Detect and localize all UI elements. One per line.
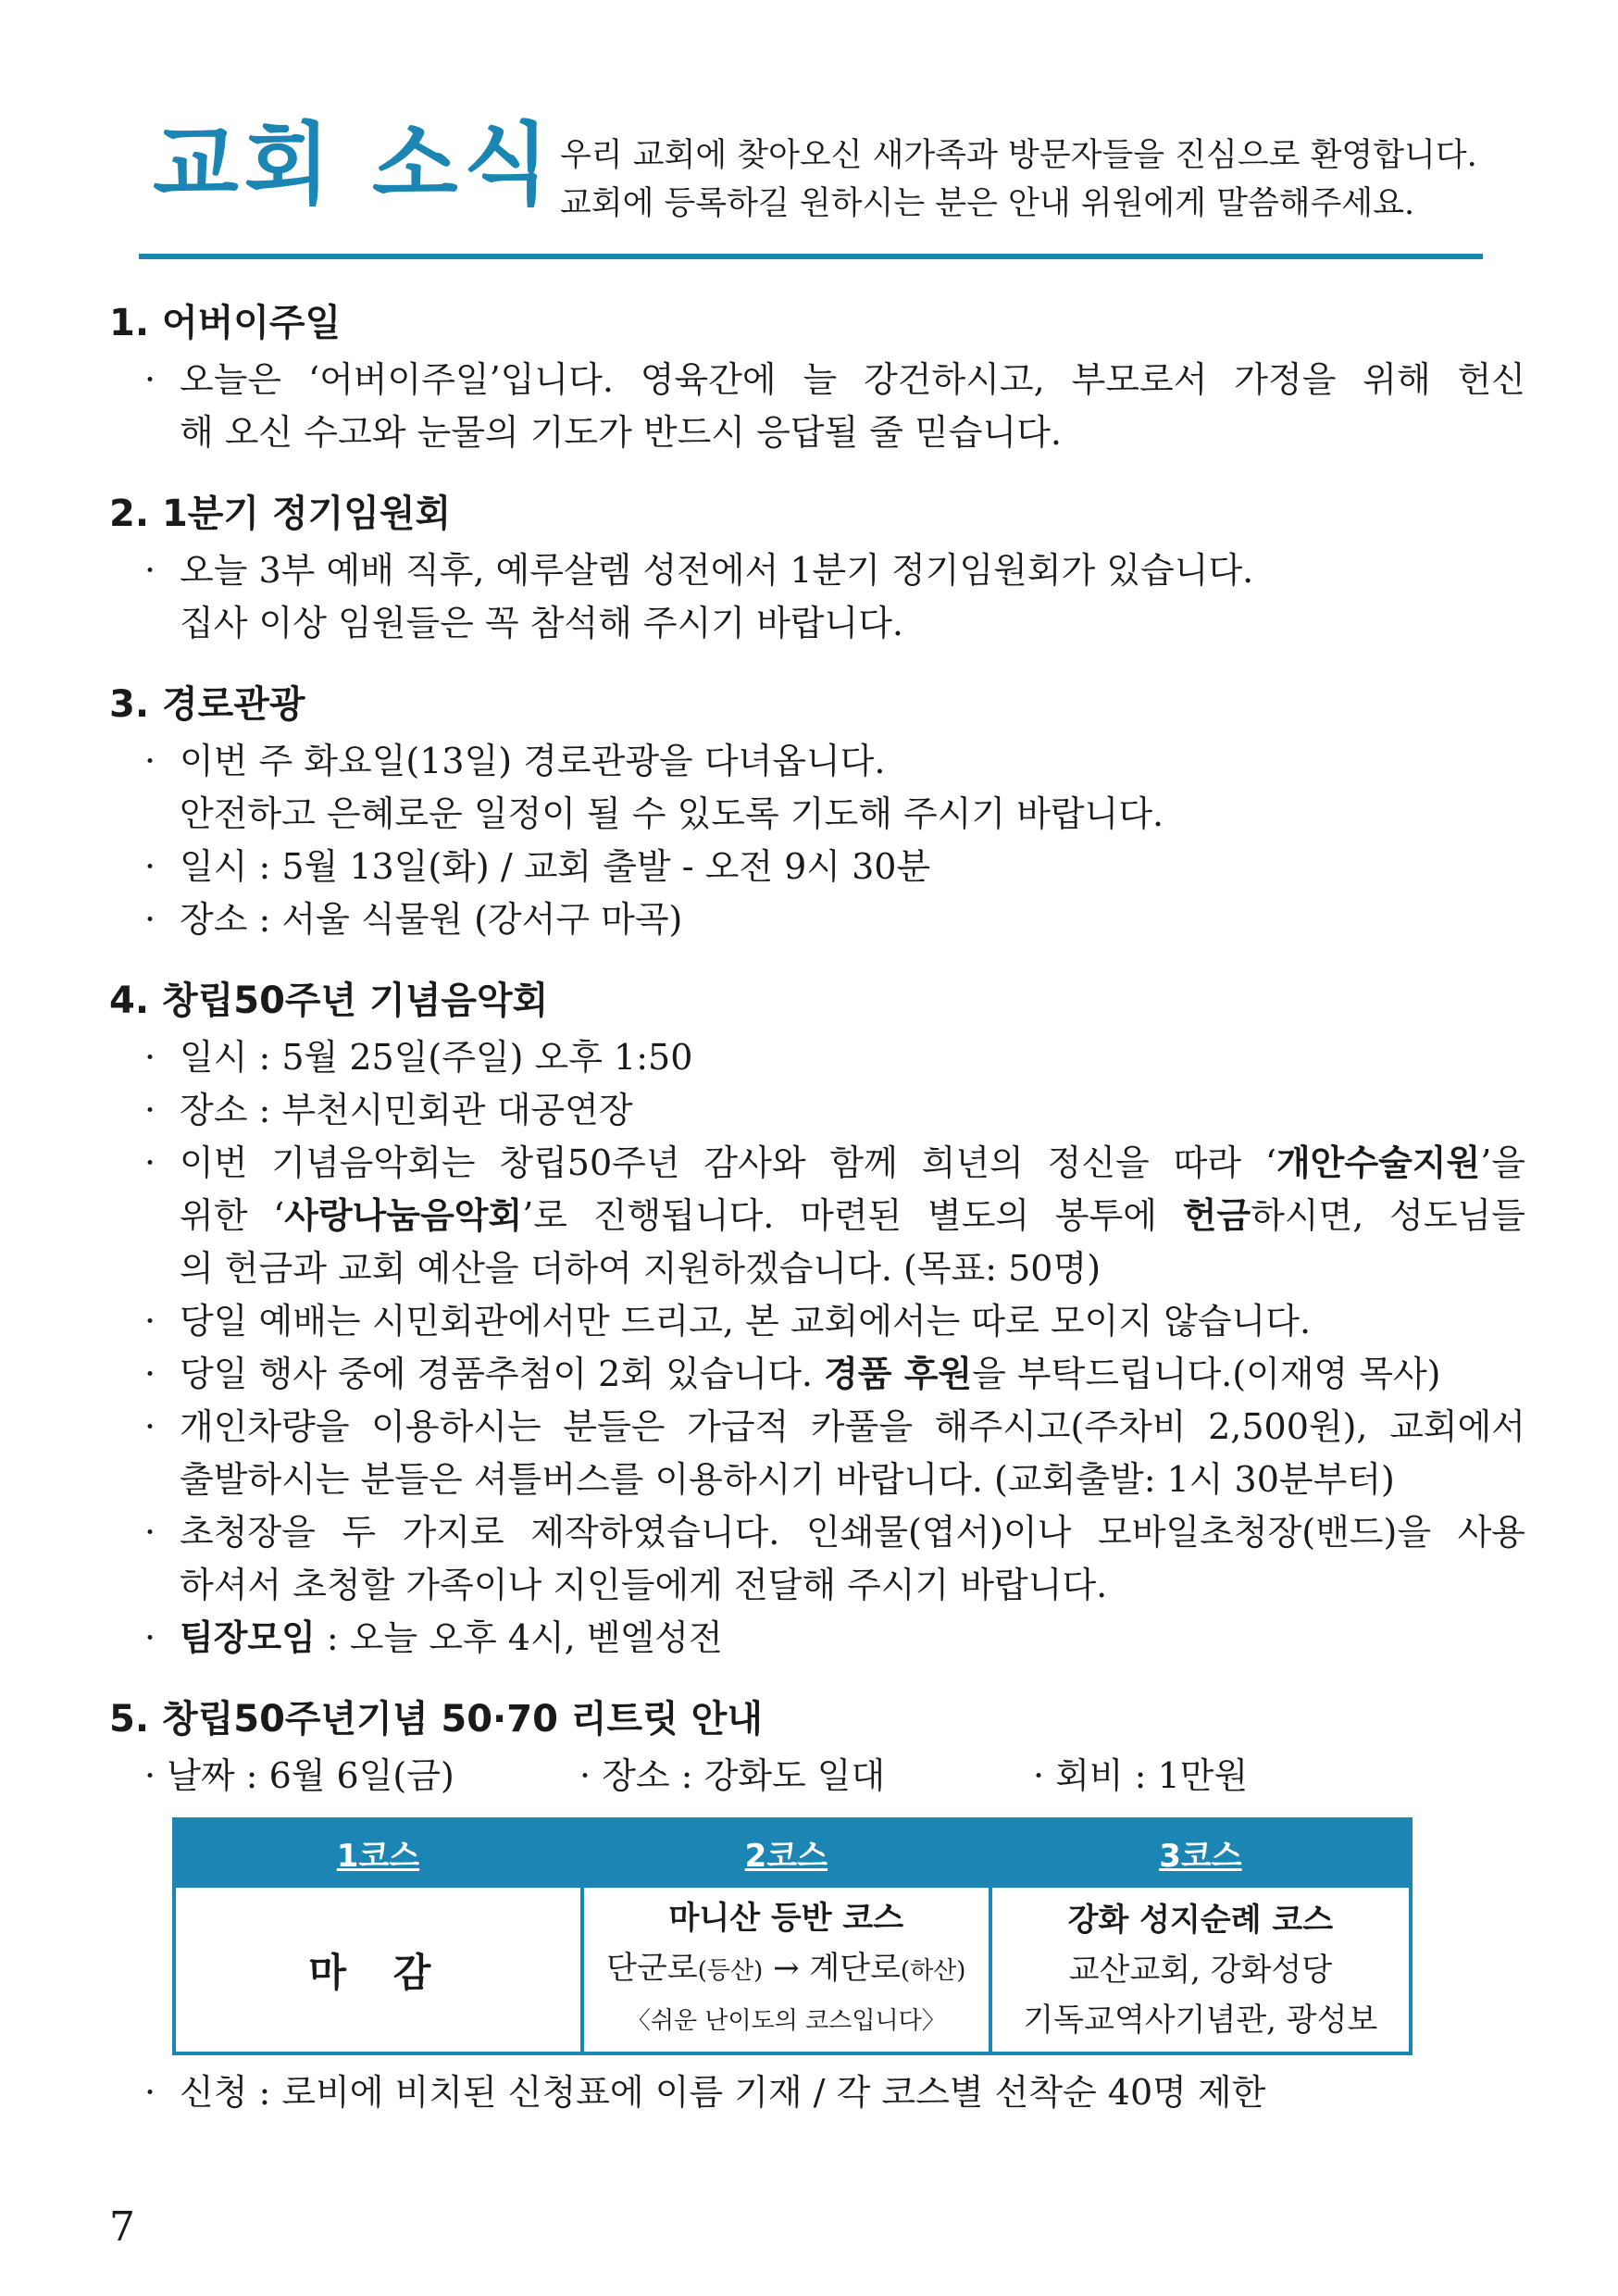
highlight-text: 팀장모임 [180, 1617, 316, 1658]
highlight-text: 개안수술지원 [1276, 1142, 1481, 1183]
section-board-meeting [109, 483, 1525, 650]
item-line: 초청장을 두 가지로 제작하였습니다. 인쇄물(엽서)이나 모바일초청장(밴드)을 사용 [180, 1512, 1525, 1553]
column-header: 2코스 [582, 1819, 990, 1886]
closed-label: 마 감 [308, 1949, 448, 1995]
bullet: · [144, 1037, 156, 1078]
item-line: 일시 : 5월 13일(화) / 교회 출발 - 오전 9시 30분 [180, 846, 931, 887]
bullet: · [144, 550, 156, 591]
list-item [109, 1506, 1525, 1612]
list-item [109, 544, 1525, 650]
section-senior-tour [109, 674, 1525, 946]
bullet: · [144, 741, 156, 781]
section-title: 2. 1분기 정기임원회 [109, 493, 452, 535]
section-title: 5. 창립50주년기념 50·70 리트릿 안내 [109, 1698, 763, 1741]
course-note: 〈쉬운 난이도의 코스입니다〉 [626, 2007, 946, 2035]
item-line: 신청 : 로비에 비치된 신청표에 이름 기재 / 각 코스별 선착순 40명 제한 [180, 2072, 1266, 2113]
list-item [109, 2066, 1525, 2119]
bullet: · [144, 1142, 156, 1183]
item-line: 팀장모임 : 오늘 오후 4시, 벧엘성전 [180, 1617, 723, 1658]
arrow-icon: → [773, 1950, 800, 1987]
header-divider [139, 254, 1483, 259]
list-item [109, 1084, 1525, 1137]
item-line: 안전하고 은혜로운 일정이 될 수 있도록 기도해 주시기 바랍니다. [180, 793, 1164, 834]
section-title: 3. 경로관광 [109, 683, 305, 726]
list-item [109, 1137, 1525, 1295]
news-content [109, 293, 1525, 2143]
item-line: 하셔서 초청할 가족이나 지인들에게 전달해 주시기 바랍니다. [180, 1565, 1108, 1605]
section-parents-day [109, 293, 1525, 459]
table-header-row [174, 1819, 1411, 1886]
table-row [174, 1886, 1411, 2053]
item-line: 해 오신 수고와 눈물의 기도가 반드시 응답될 줄 믿습니다. [180, 412, 1062, 453]
bullet: · [144, 1406, 156, 1447]
course1-cell [174, 1886, 582, 2053]
course-title: 강화 성지순례 코스 [1067, 1901, 1334, 1939]
item-line: 위한 ‘사랑나눔음악회’로 진행됩니다. 마련된 별도의 봉투에 헌금하시면, 성도님들 [180, 1195, 1525, 1236]
bullet: · [144, 2072, 156, 2113]
item-line: 개인차량을 이용하시는 분들은 가급적 카풀을 해주시고(주차비 2,500원), 교회에서 [180, 1406, 1525, 1447]
item-line: 장소 : 부천시민회관 대공연장 [180, 1090, 633, 1130]
item-line: 당일 행사 중에 경품추첨이 2회 있습니다. 경품 후원을 부탁드립니다.(이재영 목사) [180, 1354, 1441, 1394]
list-item [109, 841, 1525, 893]
bullet: · [144, 1354, 156, 1394]
item-line: 오늘 3부 예배 직후, 예루살렘 성전에서 1분기 정기임원회가 있습니다. [180, 550, 1254, 591]
retreat-fee: · 회비 : 1만원 [1033, 1755, 1249, 1796]
page-number: 7 [109, 2203, 135, 2251]
highlight-text: 경품 후원 [824, 1354, 973, 1394]
course-route: 단군로(등산) → 계단로(하산) [606, 1950, 966, 1987]
item-line: 출발하시는 분들은 셔틀버스를 이용하시기 바랍니다. (교회출발: 1시 30분부터) [180, 1459, 1395, 1500]
list-item [109, 1401, 1525, 1506]
course-table [172, 1817, 1413, 2055]
item-line: 집사 이상 임원들은 꼭 참석해 주시기 바랍니다. [180, 603, 904, 643]
bullet: · [144, 846, 156, 887]
list-item [109, 1031, 1525, 1084]
bullet: · [144, 1617, 156, 1658]
course-title: 마니산 등반 코스 [668, 1900, 904, 1937]
list-item [109, 735, 1525, 841]
retreat-date: · 날짜 : 6월 6일(금) [144, 1755, 454, 1796]
intro-line-2: 교회에 등록하길 원하시는 분은 안내 위원에게 말씀해주세요. [560, 185, 1415, 222]
item-line: 오늘은 ‘어버이주일’입니다. 영육간에 늘 강건하시고, 부모로서 가정을 위해 헌신 [180, 359, 1525, 400]
course-line: 기독교역사기념관, 광성보 [1023, 2001, 1378, 2039]
highlight-text: 헌금 [1182, 1195, 1251, 1236]
course2-cell [582, 1886, 990, 2053]
item-line: 장소 : 서울 식물원 (강서구 마곡) [180, 899, 683, 940]
bullet: · [144, 359, 156, 400]
bullet: · [144, 1512, 156, 1553]
item-line: 일시 : 5월 25일(주일) 오후 1:50 [180, 1037, 693, 1078]
list-item [109, 893, 1525, 946]
section-title: 1. 어버이주일 [109, 302, 342, 344]
intro-text [560, 131, 1477, 228]
item-line: 이번 기념음악회는 창립50주년 감사와 함께 희년의 정신을 따라 ‘개안수술지원’을 [180, 1142, 1525, 1183]
column-header: 3코스 [990, 1819, 1411, 1886]
bullet: · [144, 1090, 156, 1130]
list-item [109, 1295, 1525, 1348]
retreat-place: · 장소 : 강화도 일대 [579, 1755, 886, 1796]
course-line: 교산교회, 강화성당 [1068, 1951, 1333, 1989]
course3-cell [990, 1886, 1411, 2053]
list-item [109, 1612, 1525, 1665]
item-line: 이번 주 화요일(13일) 경로관광을 다녀옵니다. [180, 741, 886, 781]
column-header: 1코스 [174, 1819, 582, 1886]
intro-line-1: 우리 교회에 찾아오신 새가족과 방문자들을 진심으로 환영합니다. [560, 137, 1477, 174]
item-line: 의 헌금과 교회 예산을 더하여 지원하겠습니다. (목표: 50명) [180, 1248, 1101, 1289]
bullet: · [144, 1301, 156, 1341]
page-title: 교회 소식 [153, 113, 555, 217]
list-item [109, 354, 1525, 459]
retreat-info-row [109, 1750, 1525, 1803]
bullet: · [144, 899, 156, 940]
list-item [109, 1348, 1525, 1401]
section-retreat [109, 1689, 1525, 2119]
section-title: 4. 창립50주년 기념음악회 [109, 980, 549, 1022]
highlight-text: 사랑나눔음악회 [284, 1195, 523, 1236]
section-anniversary-concert [109, 970, 1525, 1665]
item-line: 당일 예배는 시민회관에서만 드리고, 본 교회에서는 따로 모이지 않습니다. [180, 1301, 1312, 1341]
